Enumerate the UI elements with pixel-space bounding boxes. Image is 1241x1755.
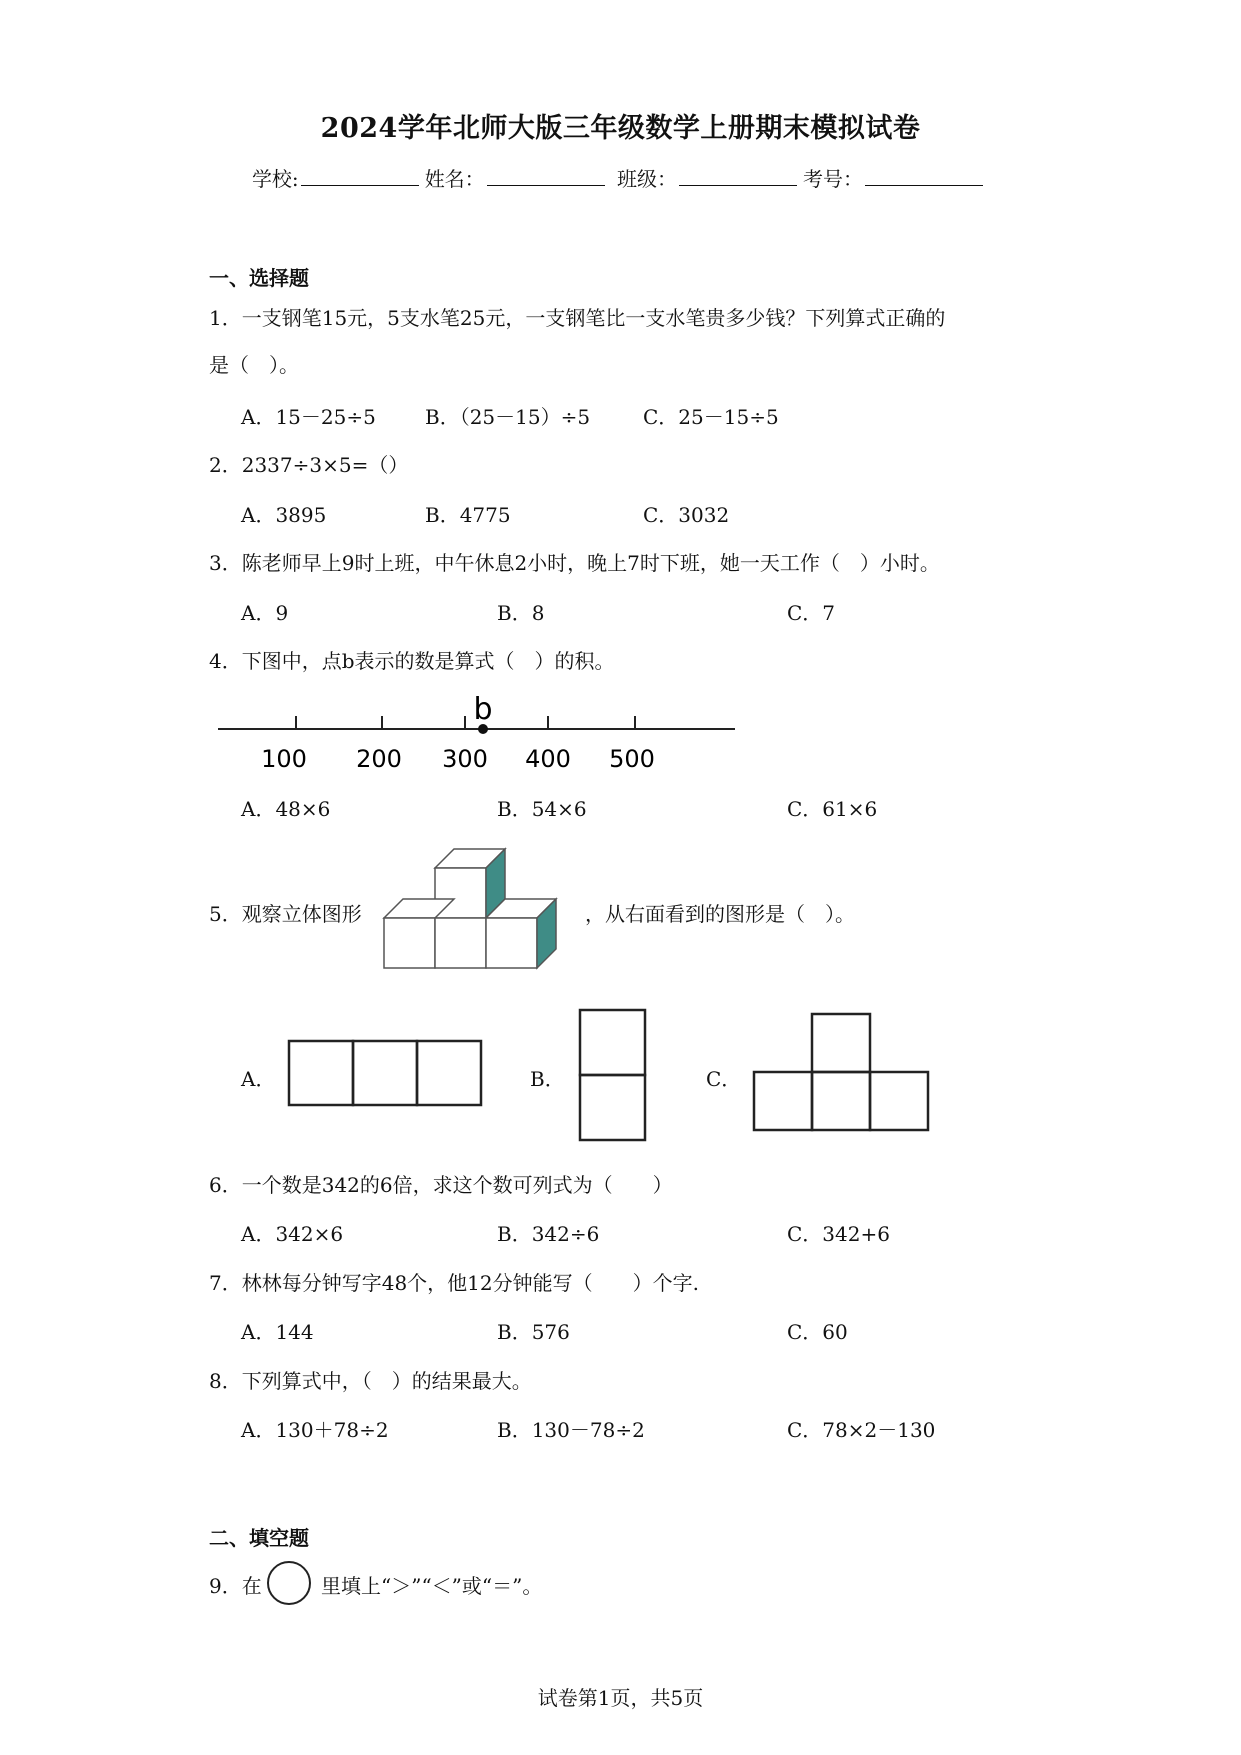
q5-option-c[interactable]: C． xyxy=(706,1067,742,1091)
page-footer: 试卷第1页，共5页 xyxy=(537,1686,704,1710)
point-b-label: b xyxy=(473,692,493,727)
q7-option-c[interactable]: C．60 xyxy=(787,1320,848,1344)
q9-text-before: 9．在 xyxy=(209,1574,262,1598)
q6-option-c[interactable]: C．342+6 xyxy=(787,1222,890,1246)
q6-option-a[interactable]: A．342×6 xyxy=(241,1222,344,1246)
q7-option-b[interactable]: B．576 xyxy=(497,1320,570,1344)
tick-label-500: 500 xyxy=(609,745,655,773)
q4-option-c[interactable]: C．61×6 xyxy=(787,797,878,821)
q8-option-b[interactable]: B．130－78÷2 xyxy=(497,1418,645,1442)
q4-option-a[interactable]: A．48×6 xyxy=(241,797,331,821)
q1-text-line2: 是（ ）。 xyxy=(209,353,299,377)
class-label: 班级： xyxy=(617,167,678,191)
q7-option-a[interactable]: A．144 xyxy=(241,1320,314,1344)
q8-text: 8．下列算式中，（ ）的结果最大。 xyxy=(209,1369,532,1393)
q6-text: 6．一个数是342的6倍，求这个数可列式为（ ） xyxy=(209,1173,673,1197)
tick-label-300: 300 xyxy=(442,745,488,773)
q7-text: 7．林林每分钟写字48个，他12分钟能写（ ）个字. xyxy=(209,1271,699,1295)
q1-option-b[interactable]: B．（25－15）÷5 xyxy=(425,405,591,429)
q3-option-a[interactable]: A．9 xyxy=(241,601,289,625)
q1-option-a[interactable]: A．15－25÷5 xyxy=(241,405,376,429)
number-label: 考号： xyxy=(803,167,864,191)
q3-text: 3．陈老师早上9时上班，中午休息2小时，晚上7时下班，她一天工作（ ）小时。 xyxy=(209,551,940,575)
q6-option-b[interactable]: B．342÷6 xyxy=(497,1222,600,1246)
tick-label-100: 100 xyxy=(261,745,307,773)
q3-option-c[interactable]: C．7 xyxy=(787,601,836,625)
q3-option-b[interactable]: B．8 xyxy=(497,601,545,625)
q5-text-before: 5．观察立体图形 xyxy=(209,902,362,926)
q2-option-c[interactable]: C．3032 xyxy=(643,503,730,527)
tick-label-200: 200 xyxy=(356,745,402,773)
q8-option-c[interactable]: C．78×2－130 xyxy=(787,1418,936,1442)
q2-option-b[interactable]: B．4775 xyxy=(425,503,511,527)
q5-option-b[interactable]: B． xyxy=(530,1067,565,1091)
q2-text: 2．2337÷3×5=（） xyxy=(209,453,409,477)
name-label: 姓名： xyxy=(424,167,485,191)
tick-label-400: 400 xyxy=(525,745,571,773)
section-fill-title: 二、填空题 xyxy=(209,1526,309,1550)
section-choice-title: 一、选择题 xyxy=(209,266,309,290)
q4-text: 4．下图中，点b表示的数是算式（ ）的积。 xyxy=(209,649,615,673)
page-title: 2024学年北师大版三年级数学上册期末模拟试卷 xyxy=(320,113,921,144)
q8-option-a[interactable]: A．130＋78÷2 xyxy=(241,1418,389,1442)
q4-option-b[interactable]: B．54×6 xyxy=(497,797,587,821)
q5-option-a[interactable]: A． xyxy=(241,1067,276,1091)
school-label: 学校: xyxy=(251,167,299,191)
q5-text-after: ，从右面看到的图形是（ ）。 xyxy=(585,902,855,926)
q9-text-after: 里填上“＞”“＜”或“＝”。 xyxy=(321,1574,543,1598)
compare-circle xyxy=(268,1562,310,1604)
q1-text-line1: 1．一支钢笔15元，5支水笔25元，一支钢笔比一支水笔贵多少钱？下列算式正确的 xyxy=(209,306,946,330)
q2-option-a[interactable]: A．3895 xyxy=(241,503,327,527)
q1-option-c[interactable]: C．25－15÷5 xyxy=(643,405,779,429)
